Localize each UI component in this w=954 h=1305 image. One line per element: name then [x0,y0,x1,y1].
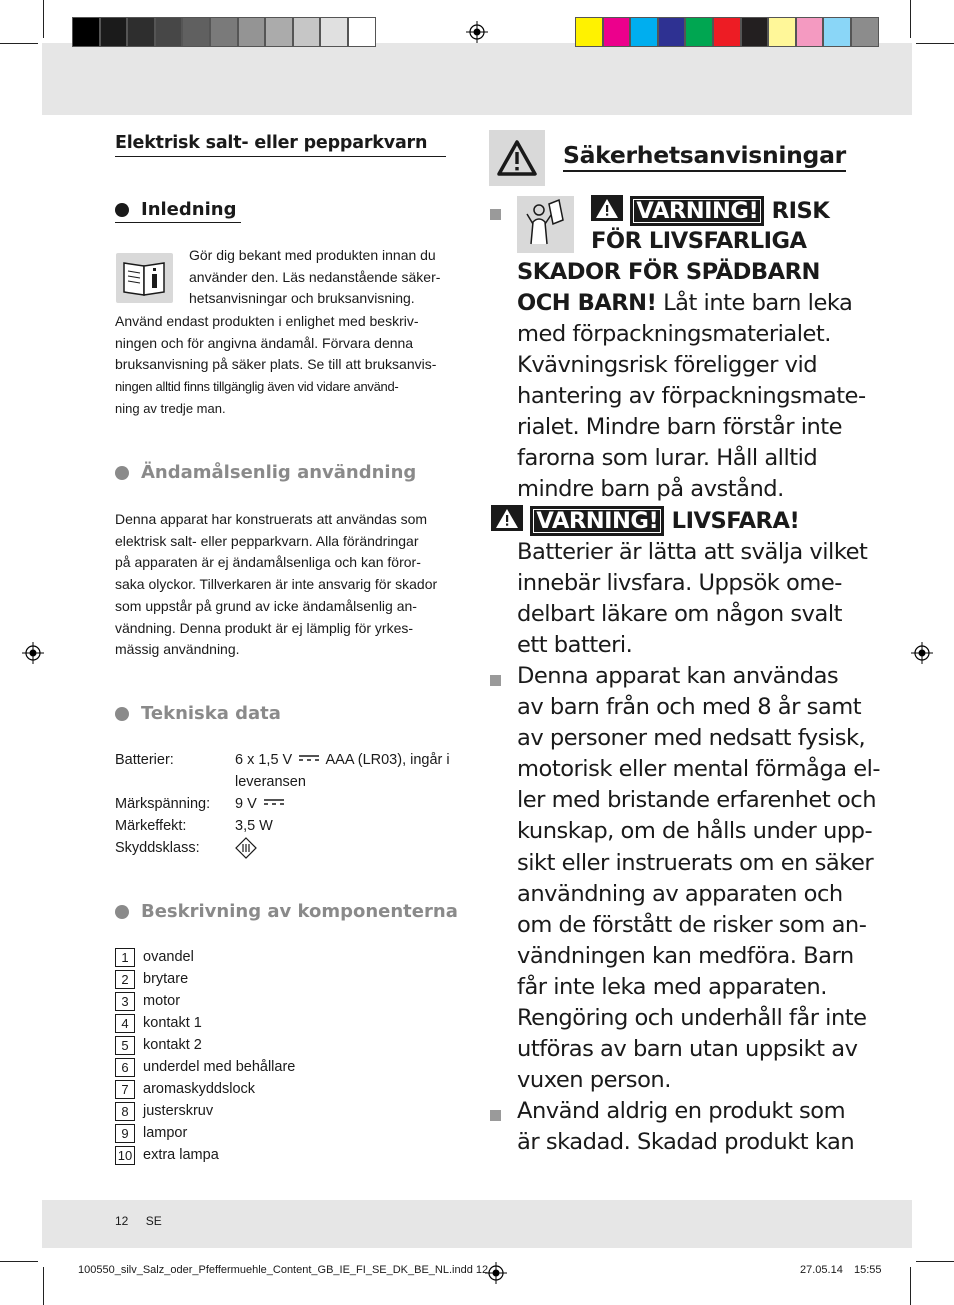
warning-triangle-icon [489,130,545,186]
intended-use-line: vändning. Denna produkt är ej lämplig för yrkes- [115,619,414,636]
color-swatch [127,17,155,47]
varning-label: VARNING! [630,196,764,226]
crop-mark [0,43,38,44]
component-item [115,1013,202,1033]
paragraph-line: om de förstått de risker som an- [517,911,867,938]
component-label: brytare [143,971,189,987]
file-info: 100550_silv_Salz_oder_Pfeffermuehle_Content_GB_IE_FI_SE_DK_BE_NL.indd 12 [78,1264,489,1276]
intended-use-line: som uppstår på grund av icke ändamålsenlig an- [115,597,417,614]
warning-1-after-bold: Låt inte barn leka [663,290,853,316]
paragraph-line: användning av apparaten och [517,880,843,907]
warning-1-text-line: rialet. Mindre barn förstår inte [517,414,843,441]
warning-1-head [517,257,820,288]
crop-mark [43,1267,44,1305]
intended-use-line: på apparaten är ej ändamålsenliga och kan föror- [115,554,421,571]
component-label: aromaskyddslock [143,1081,256,1097]
component-item [115,1079,255,1099]
component-number: 5 [115,1036,135,1055]
color-swatch [320,17,348,47]
color-swatch [210,17,238,47]
component-item [115,991,180,1011]
section-heading-tech [115,703,281,724]
warning-2-head [491,505,799,537]
bullet-square-icon [490,675,501,686]
component-label: kontakt 2 [143,1037,202,1053]
component-number: 1 [115,948,135,967]
warning-1-tail: RISK [771,198,830,224]
color-swatch [823,17,851,47]
section-heading-label: Beskrivning av komponenterna [141,901,458,922]
bullet-dot-icon [115,466,129,480]
bullet-square-icon [490,1110,501,1121]
warning-2-text-line: ett batteri. [517,632,633,659]
protection-class-iii-icon [235,837,257,859]
warning-1-text-line: farorna som lurar. Håll alltid [517,445,818,472]
intro-line: Gör dig bekant med produkten innan du [189,247,436,263]
component-item [115,947,194,967]
color-swatch [658,17,686,47]
paragraph-line: får inte leka med apparaten. [517,973,827,1000]
color-swatch [768,17,796,47]
paragraph-line: vuxen person. [517,1067,671,1094]
tech-value: 6 x 1,5 V [235,752,293,768]
file-date: 27.05.14 [800,1264,843,1276]
color-swatch-bar [575,17,879,47]
tech-row-voltage [115,793,465,815]
component-number: 3 [115,992,135,1011]
intro-line: ningen alltid finns tillgänglig även vid vidare använd- [115,379,399,395]
color-swatch [348,17,376,47]
component-label: extra lampa [143,1147,219,1163]
color-swatch [265,17,293,47]
component-item [115,1057,295,1077]
product-title: Elektrisk salt- eller pepparkvarn [115,133,446,157]
safety-heading: Säkerhetsanvisningar [563,141,846,172]
paragraph-line: Rengöring och underhåll får inte [517,1005,867,1032]
color-swatch [293,17,321,47]
tech-value: 3,5 W [235,818,273,834]
registration-mark-icon [485,1262,507,1284]
crop-mark [43,0,44,38]
tech-value-group [235,749,450,771]
registration-mark-icon [466,21,488,43]
warning-1-line: SKADOR FÖR SPÄDBARN [517,259,820,285]
warning-1-head [591,226,807,257]
page-footer [115,1214,162,1228]
color-swatch [100,17,128,47]
warning-1-bold-end: OCH BARN! [517,290,657,316]
warning-2-text-line: Batterier är lätta att svälja vilket [517,539,868,565]
component-number: 9 [115,1124,135,1143]
intro-line: hetsanvisningar och bruksanvisning. [189,290,415,307]
crop-mark [0,1261,38,1262]
registration-mark-icon [22,642,44,664]
color-swatch [741,17,769,47]
paragraph-line: ler med bristande erfarenhet och [517,787,877,814]
child-warning-icon [517,196,574,253]
warning-2-text-line: innebär livsfara. Uppsök ome- [517,570,842,597]
intro-line: ningen och för angivna ändamål. Förvara denna [115,334,414,351]
intro-line: Använd endast produkten i enlighet med beskriv- [115,313,419,329]
bullet-dot-icon [115,905,129,919]
warning-badge-icon [591,195,623,221]
paragraph-line: av barn från och med 8 år samt [517,694,862,721]
varning-label: VARNING! [530,506,664,536]
bullet-dot-icon [115,203,129,217]
tech-value-group [235,793,285,815]
dc-symbol-icon [298,753,320,763]
component-label: motor [143,993,181,1009]
page-number: 12 [115,1214,129,1228]
paragraph-line: är skadad. Skadad produkt kan [517,1129,855,1156]
color-swatch [238,17,266,47]
color-swatch [182,17,210,47]
color-swatch [685,17,713,47]
component-label: lampor [143,1125,188,1141]
footer-band [42,1200,912,1248]
intro-line: ning av tredje man. [115,400,226,416]
component-label: ovandel [143,949,194,965]
warning-1-text-line: med förpackningsmaterialet. [517,321,831,347]
paragraph-line: motorisk eller mental förmåga el- [517,756,881,783]
tech-row-power [115,815,465,837]
component-item [115,1101,213,1121]
paragraph-line: kunskap, om de hålls under upp- [517,818,873,845]
warning-1-block [591,195,851,227]
tech-label: Märkspänning: [115,796,211,812]
component-number: 4 [115,1014,135,1033]
intended-use-line: elektrisk salt- eller pepparkvarn. Alla förändringar [115,532,419,549]
component-label: justerskruv [143,1103,214,1119]
children-usage-paragraph [517,661,880,1096]
warning-2-tail: LIVSFARA! [671,508,800,534]
paragraph-line: vändningen kan medföra. Barn [517,942,854,969]
section-heading-label: Inledning [141,199,237,220]
component-number: 8 [115,1102,135,1121]
file-time: 15:55 [854,1264,882,1276]
color-swatch [713,17,741,47]
component-item [115,1123,187,1143]
color-swatch [603,17,631,47]
tech-value: leveransen [235,774,306,790]
color-swatch [575,17,603,47]
language-code: SE [145,1214,162,1228]
intended-use-line: mässig användning. [115,641,240,658]
color-swatch [72,17,100,47]
color-swatch [630,17,658,47]
component-number: 2 [115,970,135,989]
paragraph-line: utföras av barn utan uppsikt av [517,1036,858,1063]
warning-1-text-line: hantering av förpackningsmate- [517,383,866,410]
warning-1-text-line: Kvävningsrisk föreligger vid [517,352,818,379]
color-swatch [155,17,183,47]
warning-1-mixed [517,288,852,319]
tech-label: Skyddsklass: [115,840,200,856]
tech-value: AAA (LR03), ingår i [325,752,450,768]
component-label: kontakt 1 [143,1015,202,1031]
paragraph-line: av personer med nedsatt fysisk, [517,725,866,752]
damaged-product-paragraph [517,1096,854,1158]
section-heading-label: Ändamålsenlig användning [141,462,417,483]
component-number: 6 [115,1058,135,1077]
crop-mark [910,1267,911,1305]
warning-badge-icon [491,505,523,531]
section-heading-intro [115,199,241,223]
tech-row-batteries [115,749,465,793]
tech-value-group [235,837,257,866]
component-item [115,969,188,989]
section-heading-components [115,901,458,922]
dc-symbol-icon [263,797,285,807]
warning-1-text-line: mindre barn på avstånd. [517,476,784,503]
intro-line: använder den. Läs nedanstående säker- [189,268,441,285]
section-heading-intended-use [115,462,416,483]
bullet-dot-icon [115,707,129,721]
crop-mark [916,1261,954,1262]
tech-label: Märkeffekt: [115,818,187,834]
component-number: 7 [115,1080,135,1099]
crop-mark [916,43,954,44]
color-swatch [796,17,824,47]
intended-use-line: saka olyckor. Tillverkaren är inte ansvarig för skador [115,576,438,593]
crop-mark [910,0,911,38]
warning-1-body [517,319,866,506]
tech-value: 9 V [235,796,257,812]
component-number: 10 [115,1146,135,1165]
component-item [115,1145,219,1165]
color-swatch [851,17,879,47]
component-item [115,1035,202,1055]
warning-1-line: FÖR LIVSFARLIGA [591,228,807,254]
section-heading-label: Tekniska data [141,703,281,724]
paragraph-line: Denna apparat kan användas [517,663,839,689]
header-band [42,43,912,115]
bullet-square-icon [490,209,501,220]
warning-2-body [517,537,867,661]
tech-row-protection [115,837,465,861]
component-label: underdel med behållare [143,1059,296,1075]
warning-2-text-line: delbart läkare om någon svalt [517,601,843,628]
intro-line: bruksanvisning på säker plats. Se till att bruksanvis- [115,356,437,373]
info-book-icon [116,253,173,303]
tech-label: Batterier: [115,752,174,768]
registration-mark-icon [911,642,933,664]
intended-use-line: Denna apparat har konstruerats att användas som [115,511,428,527]
paragraph-line: sikt eller instruerats om en säker [517,849,874,876]
paragraph-line: Använd aldrig en produkt som [517,1098,846,1124]
gray-swatch-bar [72,17,376,47]
